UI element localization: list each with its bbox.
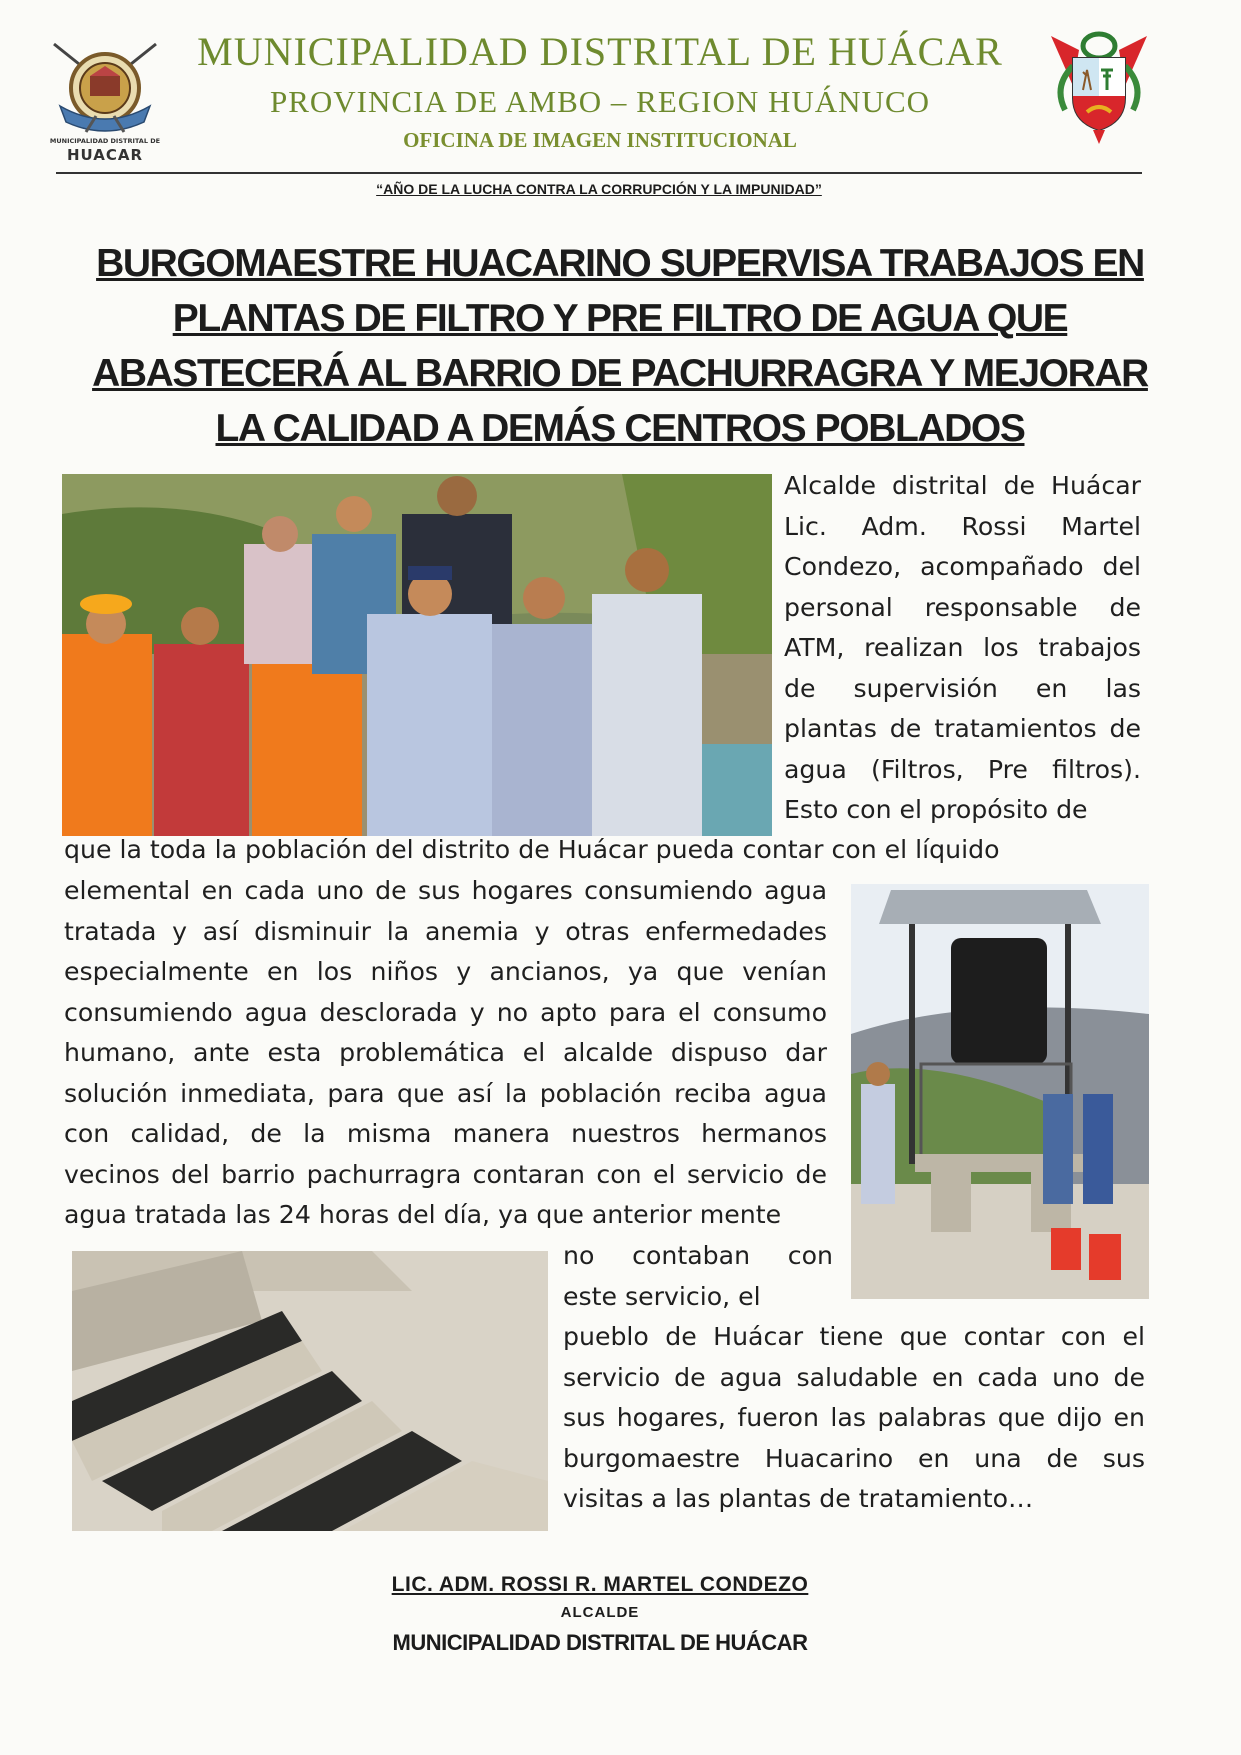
signatory-role: ALCALDE [560, 1604, 640, 1621]
signatory-name: LIC. ADM. ROSSI R. MARTEL CONDEZO [391, 1573, 809, 1596]
paragraph-main: elemental en cada uno de sus hogares consumiendo agua tratada y así disminuir la anemia y otras enfermedades especialmente en los niños y ancianos, ya que venían consumiendo agua desclorada y no apto para el consumo humano, ante esta problemática el alcalde dispuso dar solución inmediata, para que así la población reciba agua con calidad, de la misma manera nuestros hermanos vecinos del barrio pachurragra contaran con el servicio de agua tratada las 24 horas del día, ya que anterior mente [64, 876, 827, 1229]
year-motto: “AÑO DE LA LUCHA CONTRA LA CORRUPCIÓN Y LA IMPUNIDAD” [376, 181, 822, 197]
logo-caption-big: HUACAR [66, 146, 144, 164]
municipality-title: MUNICIPALIDAD DISTRITAL DE HUÁCAR [197, 29, 1003, 74]
headline-line-2: PLANTAS DE FILTRO Y PRE FILTRO DE AGUA QUE [172, 297, 1068, 340]
paragraph-line-full: que la toda la población del distrito de Huácar pueda contar con el líquido [64, 835, 1000, 864]
office-name: OFICINA DE IMAGEN INSTITUCIONAL [403, 128, 797, 152]
headline-line-1: BURGOMAESTRE HUACARINO SUPERVISA TRABAJOS EN [96, 242, 1144, 285]
header-divider [56, 172, 1142, 174]
article-headline [60, 236, 1180, 456]
peru-coat-of-arms-icon [1043, 26, 1155, 148]
headline-line-4: LA CALIDAD A DEMÁS CENTROS POBLADOS [215, 407, 1025, 450]
logo-caption-small: MUNICIPALIDAD DISTRITAL DE [49, 137, 161, 145]
photo-group-officials [62, 474, 772, 836]
photo-filter-channels [72, 1251, 548, 1531]
photo-water-tank [851, 884, 1149, 1299]
headline-line-3: ABASTECERÁ AL BARRIO DE PACHURRAGRA Y MEJORAR [92, 352, 1148, 395]
province-subtitle: PROVINCIA DE AMBO – REGION HUÁNUCO [269, 84, 931, 119]
paragraph-intro: Alcalde distrital de Huácar Lic. Adm. Rossi Martel Condezo, acompañado del personal responsable de ATM, realizan los trabajos de supervisión en las plantas de tratamientos de agua (Filtros, Pre filtros). Esto con el propósito de [784, 471, 1141, 824]
paragraph-wrap-short: no contaban con este servicio, el [563, 1241, 833, 1311]
signatory-institution: MUNICIPALIDAD DISTRITAL DE HUÁCAR [392, 1630, 808, 1655]
paragraph-closing: pueblo de Huácar tiene que contar con el servicio de agua saludable en cada uno de sus hogares, fueron las palabras que dijo en burgomaestre Huacarino en una de sus visitas a las plantas de tratamiento… [563, 1322, 1145, 1513]
